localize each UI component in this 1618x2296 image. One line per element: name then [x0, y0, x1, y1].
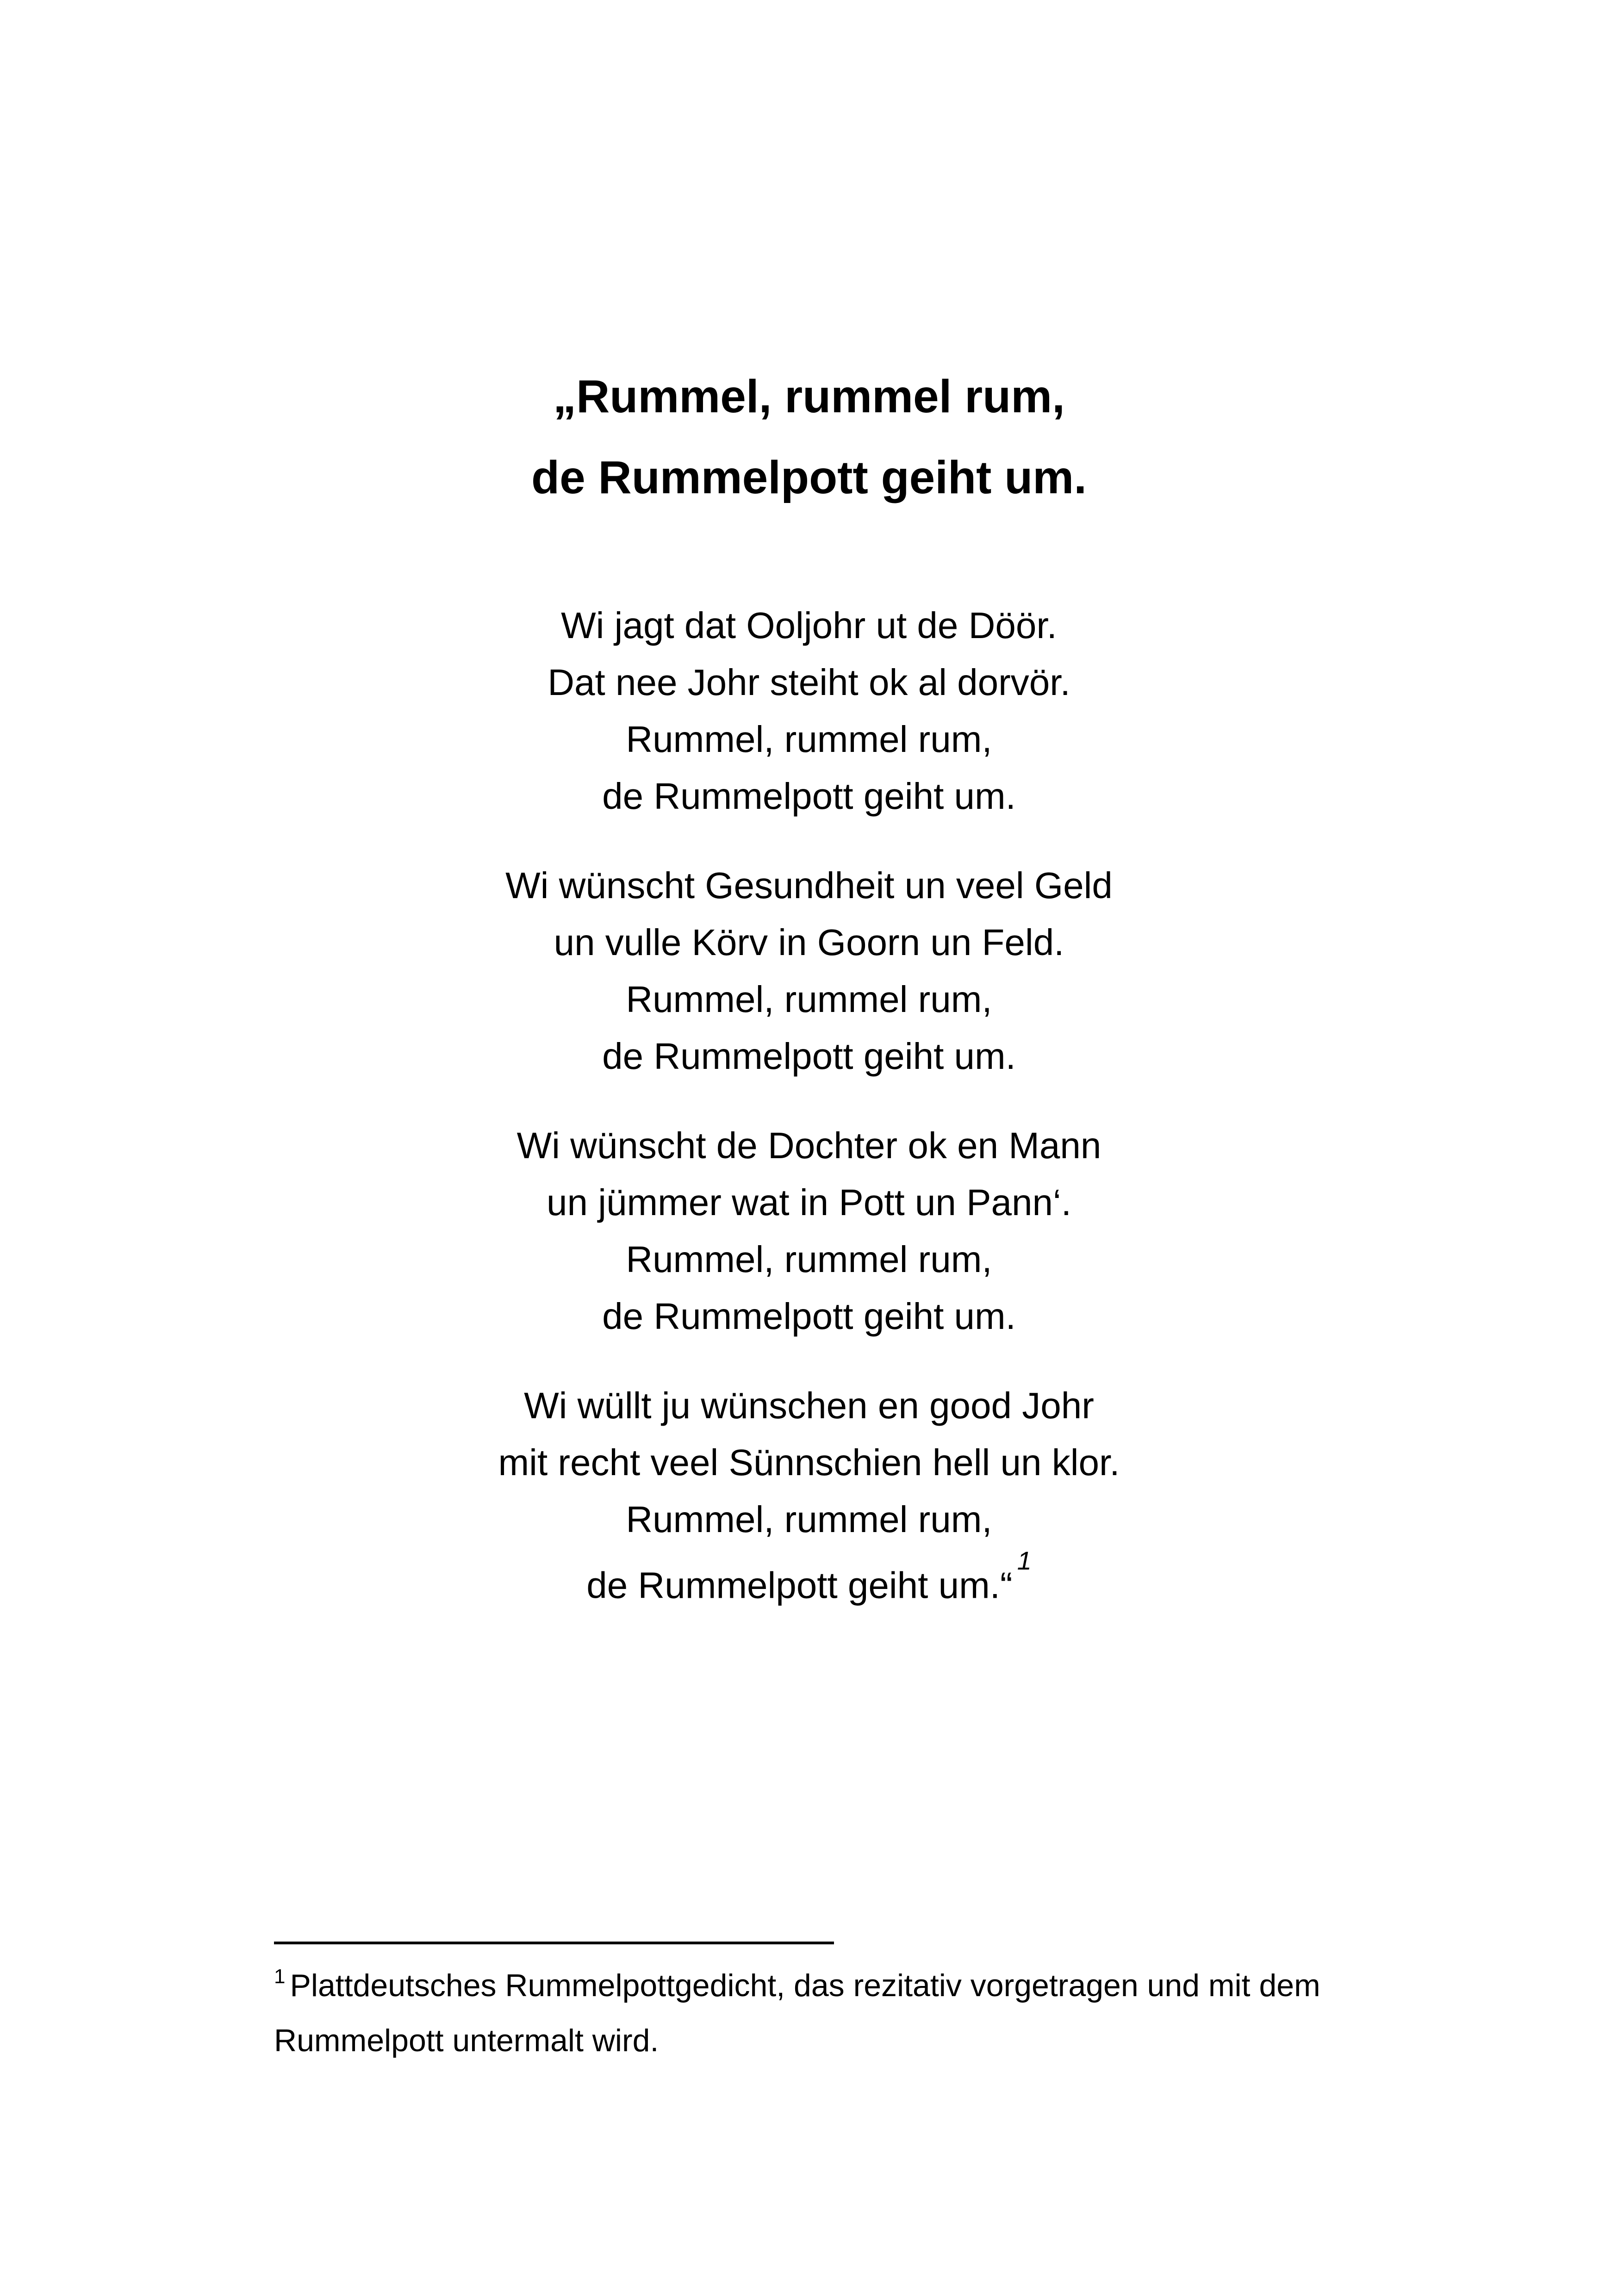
footnote-mark: 1 — [274, 1965, 286, 1988]
footnote-separator — [274, 1942, 834, 1944]
verse-line: Wi wünscht Gesundheit un veel Geld — [505, 865, 1113, 906]
title-line-1: „Rummel, rummel rum, — [553, 371, 1065, 422]
verse-line: Rummel, rummel rum, — [626, 719, 992, 760]
verse-line: de Rummelpott geiht um. — [602, 1036, 1016, 1077]
verse-line: un vulle Körv in Goorn un Feld. — [554, 922, 1064, 963]
verse-line: Rummel, rummel rum, — [626, 1239, 992, 1280]
footnote-reference[interactable]: 1 — [1017, 1546, 1032, 1575]
verse-line: Wi wüllt ju wünschen en good Johr — [524, 1385, 1094, 1426]
stanza-3 — [0, 1117, 1618, 1345]
poem-body — [0, 597, 1618, 1646]
verse-line: Wi wünscht de Dochter ok en Mann — [517, 1125, 1101, 1166]
footnote-text: Plattdeutsches Rummelpottgedicht, das rezitativ vorgetragen und mit dem Rummelpott untermalt wird. — [274, 1968, 1320, 2058]
stanza-1 — [0, 597, 1618, 825]
stanza-4 — [0, 1377, 1618, 1614]
verse-line: mit recht veel Sünnschien hell un klor. — [498, 1442, 1120, 1483]
verse-line: de Rummelpott geiht um. — [602, 776, 1016, 817]
stanza-2 — [0, 857, 1618, 1085]
verse-line: Dat nee Johr steiht ok al dorvör. — [548, 662, 1070, 703]
verse-line: Wi jagt dat Ooljohr ut de Döör. — [561, 605, 1057, 646]
footnote — [274, 1960, 1329, 2066]
verse-line: Rummel, rummel rum, — [626, 1499, 992, 1540]
verse-line: un jümmer wat in Pott un Pann‘. — [547, 1182, 1071, 1223]
verse-line: de Rummelpott geiht um. — [602, 1296, 1016, 1337]
verse-line-last — [0, 1548, 1618, 1614]
verse-line-text: de Rummelpott geiht um.“ — [586, 1564, 1013, 1606]
verse-line: Rummel, rummel rum, — [626, 979, 992, 1020]
title-line-2: de Rummelpott geiht um. — [531, 452, 1087, 503]
poem-title — [0, 356, 1618, 518]
